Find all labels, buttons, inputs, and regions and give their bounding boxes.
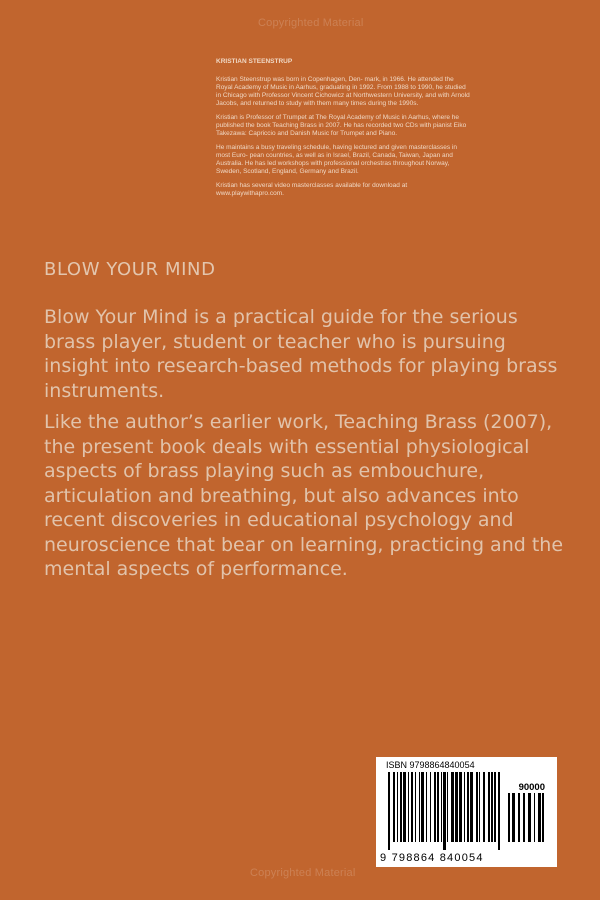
author-bio-paragraph: He maintains a busy traveling schedule, having lectured and given masterclasses in most Euro- pean countries, as well as in Israel, Brazil, Canada, Taiwan, Japan and Australia. He has led workshops with professional orchestras throughout Norway, Sweden, Scotland, England, Germany and Brazil. xyxy=(216,144,457,175)
author-bio-paragraph: Kristian has several video masterclasses available for download at www.playwithapro.com. xyxy=(216,182,408,197)
price-code: 90000 xyxy=(518,782,545,793)
author-bio-paragraph: Kristian is Professor of Trumpet at The Royal Academy of Music in Aarhus, where he published the book Teaching Brass in 2007. He has recorded two CDs with pianist Eiko Takezawa: Capriccio and Danish Music for Trumpet and Piano. xyxy=(216,114,467,137)
author-bio-paragraph: Kristian Steenstrup was born in Copenhagen, Den- mark, in 1966. He attended the Royal Academy of Music in Aarhus, graduating in 1992. From 1988 to 1990, he studied in Chicago with Professor Vincent Cichowicz at Northwestern University, and with Arnold Jacobs, and returned to study with them many times during the 1990s. xyxy=(216,76,470,107)
author-bio xyxy=(216,58,471,204)
copyright-watermark-bottom: Copyrighted Material xyxy=(250,867,356,879)
isbn-barcode xyxy=(376,757,557,867)
author-bio-title: KRISTIAN STEENSTRUP xyxy=(216,58,293,65)
copyright-watermark-top: Copyrighted Material xyxy=(258,17,364,29)
barcode-digits: 9 798864 840054 xyxy=(380,852,484,864)
barcode-bars xyxy=(388,772,500,850)
isbn-label: ISBN 9798864840054 xyxy=(386,760,475,770)
price-barcode-bars xyxy=(508,793,546,850)
book-description-paragraph: Like the author’s earlier work, Teaching Brass (2007), the present book deals with essential physiological aspects of brass playing such as embouchure, articulation and breathing, but also advances into recent discoveries in educational psychology and neuroscience that bear on learning, practicing and the mental aspects of performance. xyxy=(44,411,564,580)
book-description-paragraph: Blow Your Mind is a practical guide for the serious brass player, student or teacher who is pursuing insight into research-based methods for playing brass instruments. xyxy=(44,306,558,402)
book-title: BLOW YOUR MIND xyxy=(44,259,216,280)
